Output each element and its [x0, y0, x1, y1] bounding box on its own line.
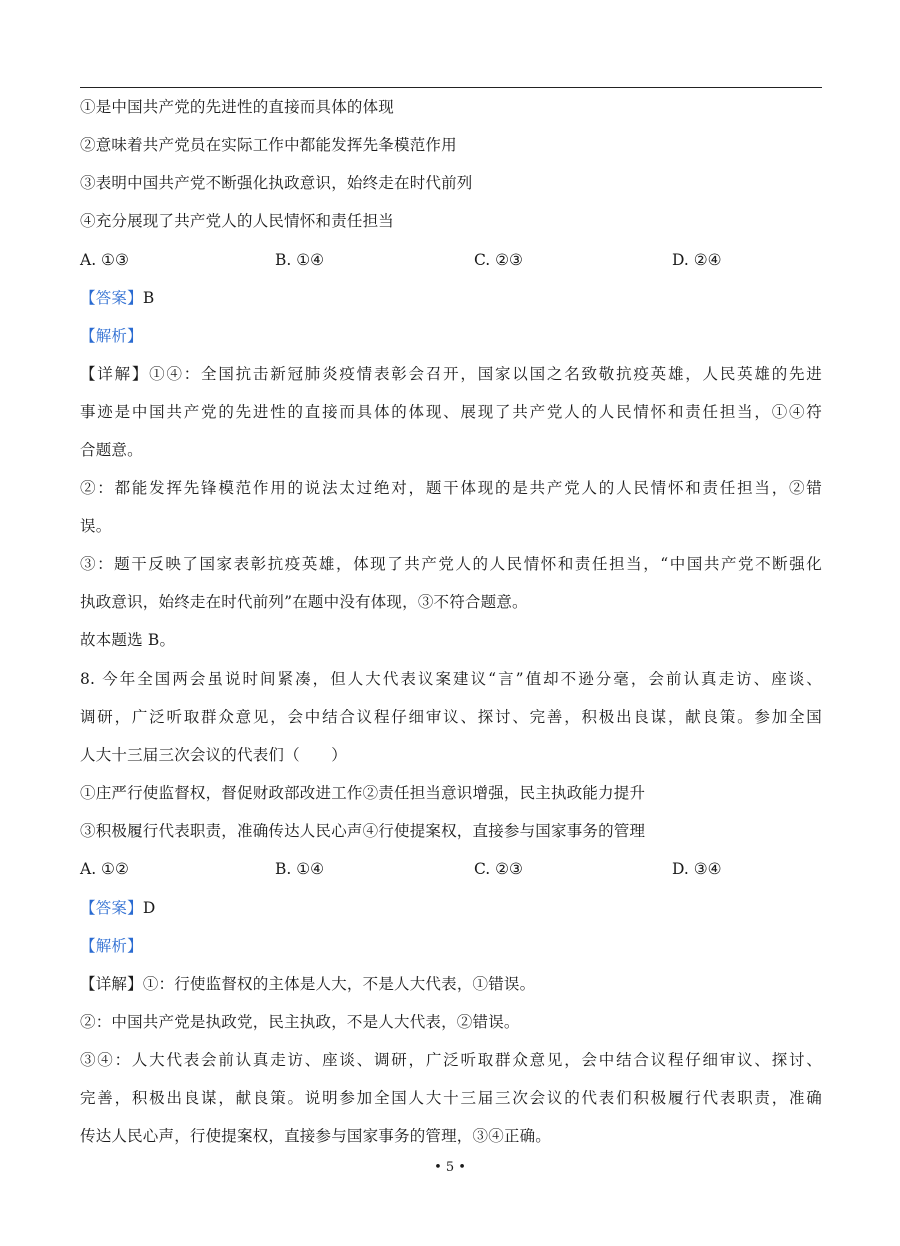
q8-choice-c: C. ②③	[474, 860, 523, 878]
q8-detail-line-1	[80, 973, 822, 995]
q8-stem-line-3: 人大十三届三次会议的代表们（ ）	[80, 746, 347, 764]
detail-tag: 【详解】	[80, 975, 143, 993]
analysis-tag: 【解析】	[80, 327, 143, 345]
q8-choice-d: D. ③④	[672, 860, 722, 878]
q7-option-1: ①是中国共产党的先进性的直接而具体的体现	[80, 98, 395, 116]
q8-option-line-2: ③积极履行代表职责，准确传达人民心声④行使提案权，直接参与国家事务的管理	[80, 822, 646, 840]
q8-stem-line-1: 8. 今年全国两会虽说时间紧凑，但人大代表议案建议“言”值却不逊分毫，会前认真走访、座谈、	[80, 670, 822, 688]
q7-option-3: ③表明中国共产党不断强化执政意识，始终走在时代前列	[80, 174, 473, 192]
q8-detail-line-4: 完善，积极出良谋，献良策。说明参加全国人大十三届三次会议的代表们积极履行代表职责，准确	[80, 1089, 822, 1107]
q7-analysis	[80, 325, 822, 347]
q8-stem-line-2: 调研，广泛听取群众意见，会中结合议程仔细审议、探讨、完善，积极出良谋，献良策。参加全国	[80, 708, 822, 726]
answer-tag: 【答案】	[80, 289, 143, 307]
page-number: • 5 •	[434, 1160, 466, 1175]
detail-tag: 【详解】	[80, 365, 150, 383]
header-rule	[80, 87, 822, 88]
q7-choice-a: A. ①③	[80, 251, 129, 269]
detail-text: ①④：全国抗击新冠肺炎疫情表彰会召开，国家以国之名致敬抗疫英雄，人民英雄的先进	[149, 365, 822, 383]
q8-detail-line-2: ②：中国共产党是执政党，民主执政，不是人大代表，②错误。	[80, 1013, 520, 1031]
q8-option-line-1: ①庄严行使监督权，督促财政部改进工作②责任担当意识增强，民主执政能力提升	[80, 784, 646, 802]
q8-choice-a: A. ①②	[80, 860, 129, 878]
q7-detail-line-1	[80, 363, 822, 385]
q7-detail-line-3: 合题意。	[80, 441, 143, 459]
q7-detail-line-4: ②：都能发挥先锋模范作用的说法太过绝对，题干体现的是共产党人的人民情怀和责任担当，②错	[80, 479, 822, 497]
q7-choice-b: B. ①④	[275, 251, 325, 269]
answer-value: B	[142, 289, 155, 307]
q7-conclusion: 故本题选 B。	[80, 631, 176, 649]
q7-option-2: ②意味着共产党员在实际工作中都能发挥先夆模范作用	[80, 136, 457, 154]
q8-analysis	[80, 935, 822, 957]
q8-answer	[80, 897, 822, 919]
q7-choices	[80, 249, 822, 271]
q7-detail-line-7: 执政意识，始终走在时代前列”在题中没有体现，③不符合题意。	[80, 593, 528, 611]
q7-choice-d: D. ②④	[672, 251, 722, 269]
q8-detail-line-5: 传达人民心声，行使提案权，直接参与国家事务的管理，③④正确。	[80, 1127, 552, 1145]
q8-choices	[80, 858, 822, 880]
analysis-tag: 【解析】	[80, 937, 143, 955]
q7-detail-line-6: ③：题干反映了国家表彰抗疫英雄，体现了共产党人的人民情怀和责任担当，“中国共产党不断强化	[80, 555, 822, 573]
q7-detail-line-2: 事迹是中国共产党的先进性的直接而具体的体现、展现了共产党人的人民情怀和责任担当，①④符	[80, 403, 822, 421]
answer-tag: 【答案】	[80, 899, 143, 917]
q7-answer	[80, 287, 822, 309]
q7-detail-line-5: 误。	[80, 517, 112, 535]
detail-text: ①：行使监督权的主体是人大，不是人大代表，①错误。	[142, 975, 536, 993]
q7-option-4: ④充分展现了共产党人的人民情怀和责任担当	[80, 212, 395, 230]
q8-choice-b: B. ①④	[275, 860, 325, 878]
q7-choice-c: C. ②③	[474, 251, 523, 269]
answer-value: D	[142, 899, 156, 917]
q8-detail-line-3: ③④：人大代表会前认真走访、座谈、调研，广泛听取群众意见，会中结合议程仔细审议、探讨、	[80, 1051, 822, 1069]
